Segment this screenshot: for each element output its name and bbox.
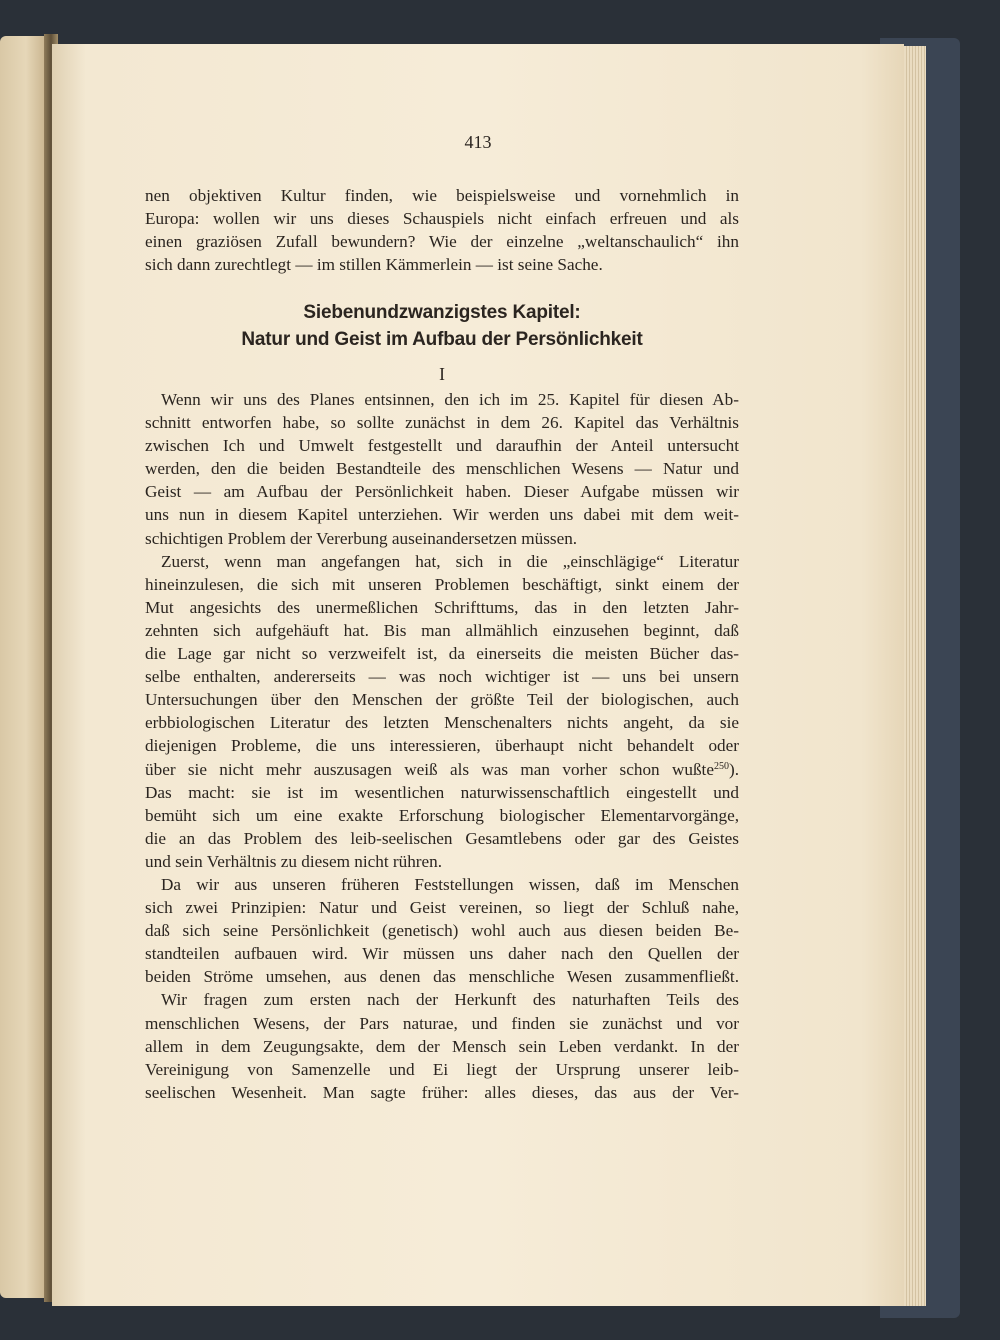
footnote-reference[interactable]: 250 — [713, 760, 729, 772]
intro-paragraph — [145, 184, 739, 276]
text-line: Zuerst, wenn man angefangen hat, sich in die „einschlägige“ Literatur — [161, 551, 739, 571]
text-line: Vereinigung von Samenzelle und Ei liegt der Ursprung unserer leib- — [145, 1059, 739, 1079]
text-line: die an das Problem des leib-seelischen Gesamtlebens oder gar des Geistes — [145, 828, 739, 848]
chapter-subtitle: Natur und Geist im Aufbau der Persönlichkeit — [241, 329, 643, 350]
text-line: werden, den die beiden Bestandteile des menschlichen Wesens — Natur und — [145, 459, 739, 479]
text-line: Da wir aus unseren früheren Feststellungen wissen, daß im Menschen — [161, 874, 739, 894]
text-line: uns nun in diesem Kapitel unterziehen. Wir werden uns dabei mit dem weit- — [145, 505, 739, 525]
text-line: diejenigen Probleme, die uns interessieren, überhaupt nicht behandelt oder — [145, 736, 739, 756]
text-line: standteilen aufbauen wird. Wir müssen uns daher nach den Quellen der — [145, 944, 739, 964]
text-line: daß sich seine Persönlichkeit (genetisch) wohl auch aus diesen beiden Be- — [145, 921, 739, 941]
text-line: beiden Ströme umsehen, aus denen das menschliche Wesen zusammenfließt. — [145, 967, 739, 987]
text-line: zehnten sich aufgehäuft hat. Bis man allmählich einzusehen beginnt, daß — [145, 620, 739, 640]
text-line: über sie nicht mehr auszusagen weiß als was man vorher schon wußte — [145, 759, 714, 779]
text-line: sich dann zurechtlegt — im stillen Kämmerlein — ist seine Sache. — [145, 255, 603, 275]
text-line: Europa: wollen wir uns dieses Schauspiels nicht einfach erfreuen und als — [145, 209, 739, 229]
text-line: seelischen Wesenheit. Man sagte früher: alles dieses, das aus der Ver- — [145, 1082, 739, 1102]
text-line: Das macht: sie ist im wesentlichen naturwissenschaftlich eingestellt und — [145, 782, 739, 802]
chapter-title: Siebenundzwanzigstes Kapitel: — [303, 302, 581, 323]
text-line: Untersuchungen über den Menschen der größte Teil der biologischen, auch — [145, 690, 739, 710]
text-line: allem in dem Zeugungsakte, dem der Mensch sein Leben verdankt. In der — [145, 1036, 739, 1056]
text-line: Wir fragen zum ersten nach der Herkunft des naturhaften Teils des — [161, 990, 739, 1010]
text-line: menschlichen Wesens, der Pars naturae, und finden sie zunächst und vor — [145, 1013, 739, 1033]
text-line: Mut angesichts des unermeßlichen Schrifttums, das in den letzten Jahr- — [145, 597, 739, 617]
text-line-with-footnote — [145, 758, 739, 781]
text-line: die Lage gar nicht so verzweifelt ist, da einerseits die meisten Bücher das- — [145, 644, 739, 664]
text-line: Geist — am Aufbau der Persönlichkeit haben. Dieser Aufgabe müssen wir — [145, 482, 739, 502]
text-line: zwischen Ich und Umwelt festgestellt und daraufhin der Anteil untersucht — [145, 436, 739, 456]
text-line: erbbiologischen Literatur des letzten Menschenalters nichts angeht, da sie — [145, 713, 739, 733]
chapter-body — [145, 388, 739, 1104]
text-line: schnitt entworfen habe, so sollte zunächst in dem 26. Kapitel das Verhältnis — [145, 413, 739, 433]
text-line: und sein Verhältnis zu diesem nicht rühren. — [145, 851, 443, 871]
page-number: 413 — [464, 132, 492, 152]
text-line: bemüht sich um eine exakte Erforschung biologischer Elementarvorgänge, — [145, 805, 739, 825]
text-line: sich zwei Prinzipien: Natur und Geist vereinen, so liegt der Schluß nahe, — [145, 898, 739, 918]
footnote-suffix: ). — [728, 759, 739, 779]
section-number: I — [439, 364, 445, 384]
text-line: Wenn wir uns des Planes entsinnen, den ich im 25. Kapitel für diesen Ab- — [161, 390, 739, 409]
text-line: hineinzulesen, die sich mit unseren Problemen beschäftigt, sinkt einem der — [145, 574, 739, 594]
text-line: selbe enthalten, andererseits — was noch wichtiger ist — uns bei unsern — [145, 667, 739, 687]
text-line: schichtigen Problem der Vererbung auseinandersetzen müssen. — [145, 528, 578, 548]
text-line: einen graziösen Zufall bewundern? Wie der einzelne „weltanschaulich“ ihn — [145, 232, 739, 252]
text-line: nen objektiven Kultur finden, wie beispielsweise und vornehmlich in — [145, 186, 739, 205]
